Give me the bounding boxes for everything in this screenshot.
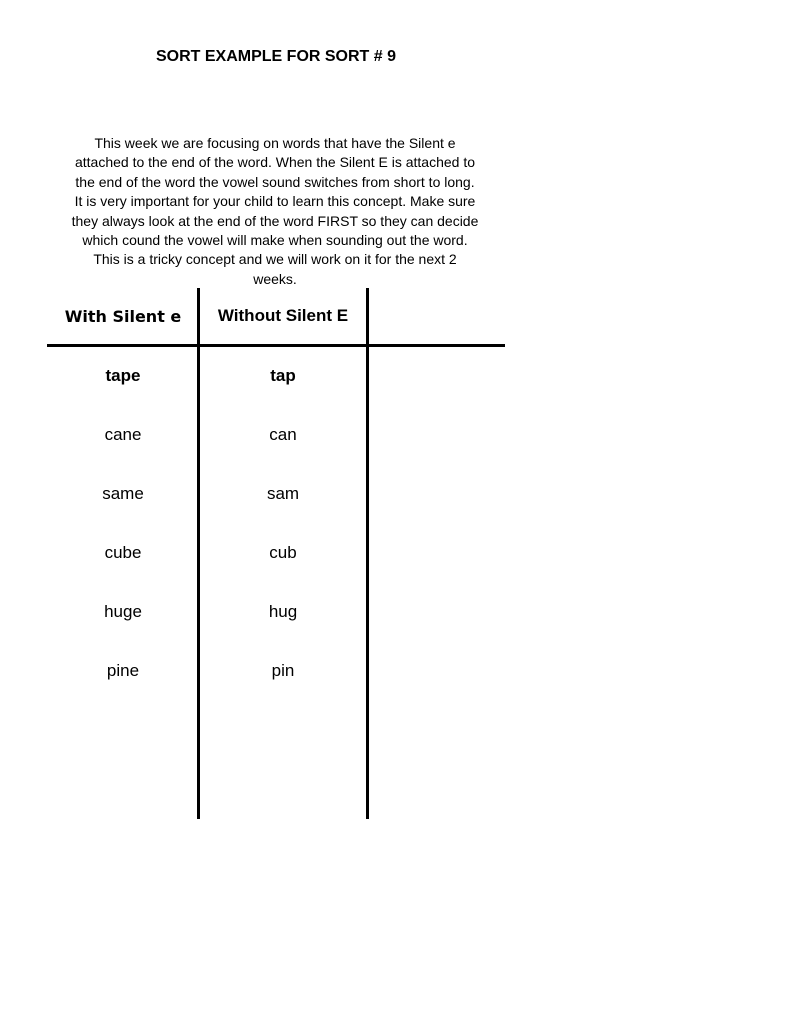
intro-line: weeks.: [253, 270, 297, 287]
column-divider: [366, 288, 369, 819]
intro-line: It is very important for your child to learn this concept. Make sure: [74, 193, 476, 210]
table-cell: tap: [270, 366, 296, 385]
table-cell: tape: [105, 366, 141, 385]
table-cell: pine: [106, 661, 140, 680]
table-cell: cub: [269, 543, 297, 562]
page-title: SORT EXAMPLE FOR SORT # 9: [155, 48, 397, 65]
intro-line: the end of the word the vowel sound switches from short to long.: [75, 173, 475, 190]
header-with-silent-e: With Silent e: [64, 307, 182, 326]
header-without-silent-e: Without Silent E: [217, 306, 349, 325]
intro-line: This is a tricky concept and we will work on it for the next 2: [93, 251, 457, 268]
table-cell: pin: [271, 661, 295, 680]
table-cell: same: [102, 484, 144, 503]
intro-line: attached to the end of the word. When the Silent E is attached to: [74, 154, 476, 171]
table-cell: huge: [104, 602, 142, 621]
table-cell: can: [269, 425, 297, 444]
table-cell: sam: [266, 484, 300, 503]
intro-line: This week we are focusing on words that have the Silent e: [94, 135, 456, 151]
table-cell: cube: [104, 543, 142, 562]
header-divider: [47, 344, 505, 347]
table-cell: hug: [268, 602, 298, 621]
intro-line: which cound the vowel will make when sounding out the word.: [82, 232, 468, 249]
intro-paragraph: [40, 134, 510, 289]
table-cell: cane: [104, 425, 142, 444]
intro-line: they always look at the end of the word FIRST so they can decide: [71, 212, 479, 229]
